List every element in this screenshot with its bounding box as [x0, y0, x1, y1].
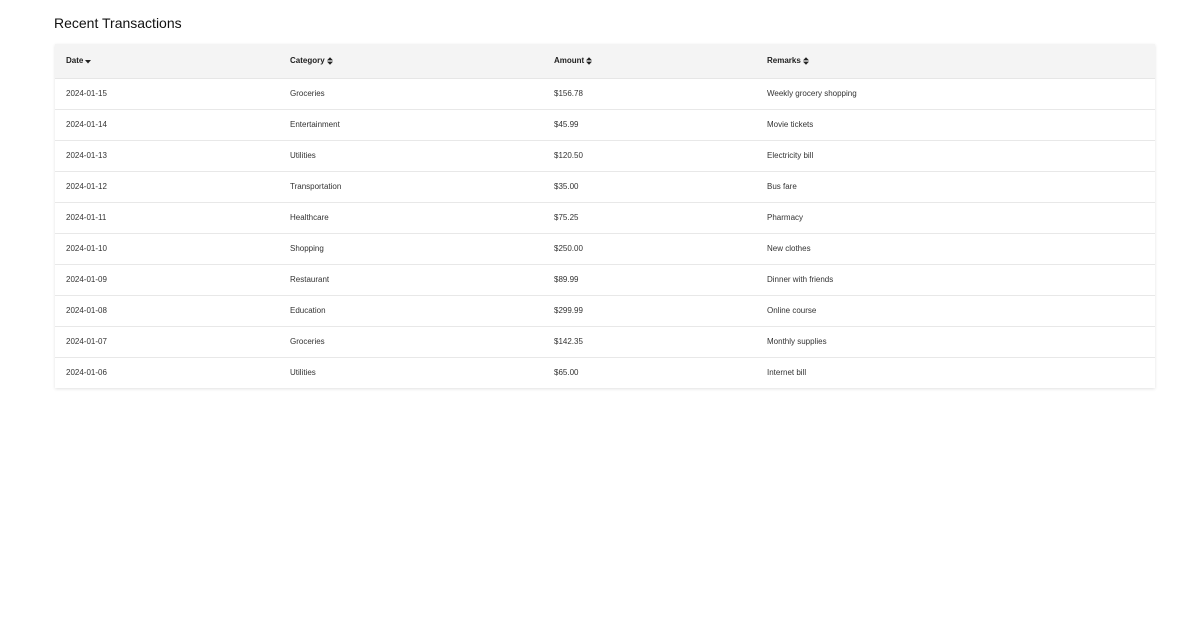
sort-desc-icon: [85, 57, 91, 65]
cell-remarks: Electricity bill: [767, 151, 814, 160]
cell-amount: $120.50: [554, 151, 583, 160]
column-header-label: Remarks: [767, 56, 801, 66]
column-header-remarks[interactable]: [756, 44, 1155, 78]
cell-date: 2024-01-14: [66, 120, 107, 129]
column-header-label: Date: [66, 56, 84, 66]
sort-both-icon: [327, 57, 333, 65]
cell-date: 2024-01-06: [66, 368, 107, 378]
table-row: [55, 109, 1155, 140]
table-row: [55, 295, 1155, 326]
cell-amount: $35.00: [554, 182, 579, 191]
cell-amount: $65.00: [554, 368, 579, 378]
cell-remarks: New clothes: [767, 244, 811, 253]
sort-both-icon: [803, 57, 809, 65]
table-row: [55, 357, 1155, 388]
transactions-table-card: [55, 44, 1155, 388]
table-row: [55, 202, 1155, 233]
page-title: Recent Transactions: [54, 15, 182, 31]
cell-remarks: Monthly supplies: [767, 337, 827, 346]
header-row: [55, 44, 1155, 78]
cell-category: Utilities: [290, 151, 316, 160]
cell-amount: $75.25: [554, 213, 579, 222]
cell-category: Groceries: [290, 337, 325, 346]
cell-category: Education: [290, 306, 326, 315]
sort-both-icon: [586, 57, 592, 65]
table-body: [55, 78, 1155, 388]
cell-category: Healthcare: [290, 213, 329, 222]
column-header-label: Amount: [554, 56, 585, 66]
cell-category: Utilities: [290, 368, 316, 378]
cell-date: 2024-01-09: [66, 275, 107, 284]
table-row: [55, 140, 1155, 171]
cell-category: Transportation: [290, 182, 342, 191]
cell-remarks: Dinner with friends: [767, 275, 834, 284]
cell-date: 2024-01-15: [66, 89, 107, 98]
cell-amount: $89.99: [554, 275, 579, 284]
cell-category: Restaurant: [290, 275, 330, 284]
cell-amount: $250.00: [554, 244, 583, 253]
table-row: [55, 171, 1155, 202]
cell-remarks: Internet bill: [767, 368, 807, 378]
cell-category: Shopping: [290, 244, 324, 253]
column-header-category[interactable]: [279, 44, 543, 78]
cell-category: Entertainment: [290, 120, 340, 129]
cell-remarks: Weekly grocery shopping: [767, 89, 857, 98]
cell-date: 2024-01-13: [66, 151, 107, 160]
transactions-table: [55, 44, 1155, 388]
cell-amount: $156.78: [554, 89, 583, 98]
table-row: [55, 264, 1155, 295]
column-header-amount[interactable]: [543, 44, 756, 78]
cell-date: 2024-01-11: [66, 213, 107, 222]
table-row: [55, 233, 1155, 264]
table-row: [55, 78, 1155, 109]
cell-date: 2024-01-07: [66, 337, 107, 346]
cell-date: 2024-01-10: [66, 244, 107, 253]
column-header-label: Category: [290, 56, 325, 66]
cell-remarks: Bus fare: [767, 182, 797, 191]
cell-date: 2024-01-12: [66, 182, 107, 191]
table-header: [55, 44, 1155, 78]
column-header-date[interactable]: [55, 44, 279, 78]
cell-date: 2024-01-08: [66, 306, 107, 315]
cell-category: Groceries: [290, 89, 325, 98]
cell-amount: $142.35: [554, 337, 583, 346]
cell-remarks: Movie tickets: [767, 120, 814, 129]
cell-remarks: Pharmacy: [767, 213, 804, 222]
cell-amount: $45.99: [554, 120, 579, 129]
cell-remarks: Online course: [767, 306, 817, 315]
cell-amount: $299.99: [554, 306, 583, 315]
table-row: [55, 326, 1155, 357]
